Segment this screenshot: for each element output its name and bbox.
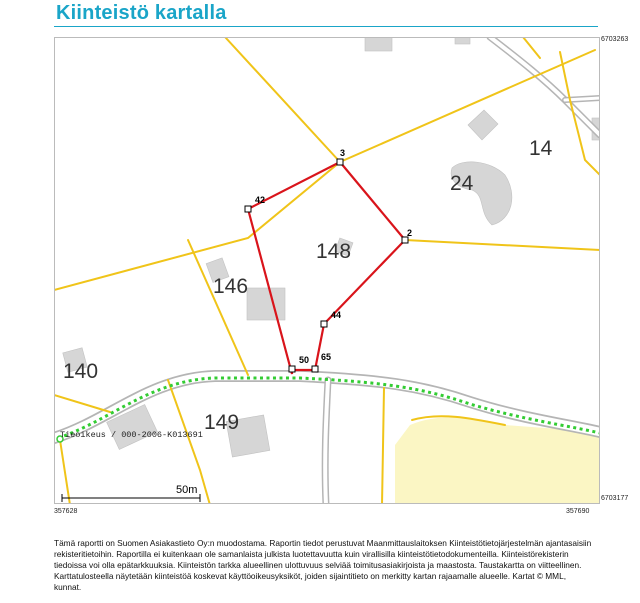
point-label-44: 44: [331, 310, 342, 320]
parcel-line: [405, 240, 600, 250]
easement-label: Tieoikeus / 000-2006-K013691: [60, 430, 203, 440]
point-label-42: 42: [255, 195, 266, 205]
parcel-number: 14: [529, 137, 553, 160]
coordinate-bottom-center: 357690: [566, 508, 590, 515]
parcel-line: [54, 395, 110, 412]
disclaimer-text: Tämä raportti on Suomen Asiakastieto Oy:n muodostama. Raportin tiedot perustuvat Maanmittauslaitoksen Kiinteistötietojärjestelmän ajantasaisiin rekisteritietoihin. Raportilla ei kuitenkaan ole samanlaista julkista luotettavuutta kuin virallisilla kiinteistötietodokumenteilla. Kiinteistörekisterin tiedoissa voi olla epätarkkuuksia. Kiinteistön tarkka alueellinen ulottuvuus selviää toimitusasiakirjoista ja maastosta. Taustakartta on viitteellinen. Karttatulosteella näytetään kiinteistöä koskevat käyttöoikeusyksiköt, joiden sijaintitieto on merkitty kartan rajaamalle alueelle. Kartat © MML, kunnat.: [54, 538, 592, 592]
property-map[interactable]: [54, 37, 600, 504]
parcel-number: 140: [63, 360, 99, 383]
parcel-number: 146: [213, 275, 249, 298]
coordinate-bottom-right: 6703177: [601, 495, 629, 502]
building: [365, 37, 392, 51]
parcel-number: 148: [316, 240, 352, 263]
map-canvas: [54, 37, 600, 504]
coordinate-bottom-left: 357628: [54, 508, 78, 515]
boundary-marker[interactable]: [337, 159, 343, 165]
point-label-50: 50: [299, 355, 310, 365]
coordinate-top-right: 6703263: [601, 36, 629, 43]
point-label-65: 65: [321, 352, 332, 362]
point-label-2: 2: [407, 228, 413, 238]
parcel-line: [382, 388, 384, 504]
point-label-3: 3: [340, 148, 346, 158]
boundary-marker[interactable]: [245, 206, 251, 212]
page-title: Kiinteistö kartalla: [56, 2, 227, 24]
scale-label: 50m: [176, 484, 198, 496]
title-divider: [54, 26, 598, 27]
parcel-line: [225, 37, 340, 162]
parcel-number: 149: [204, 411, 240, 434]
boundary-marker[interactable]: [289, 366, 295, 372]
parcel-line: [523, 37, 540, 58]
boundary-marker[interactable]: [321, 321, 327, 327]
scale-bar: [62, 484, 200, 502]
building: [455, 37, 470, 44]
property-boundary[interactable]: [248, 162, 405, 374]
boundary-marker[interactable]: [312, 366, 318, 372]
building: [247, 288, 285, 320]
building: [468, 110, 498, 140]
parcel-number: 24: [450, 172, 474, 195]
